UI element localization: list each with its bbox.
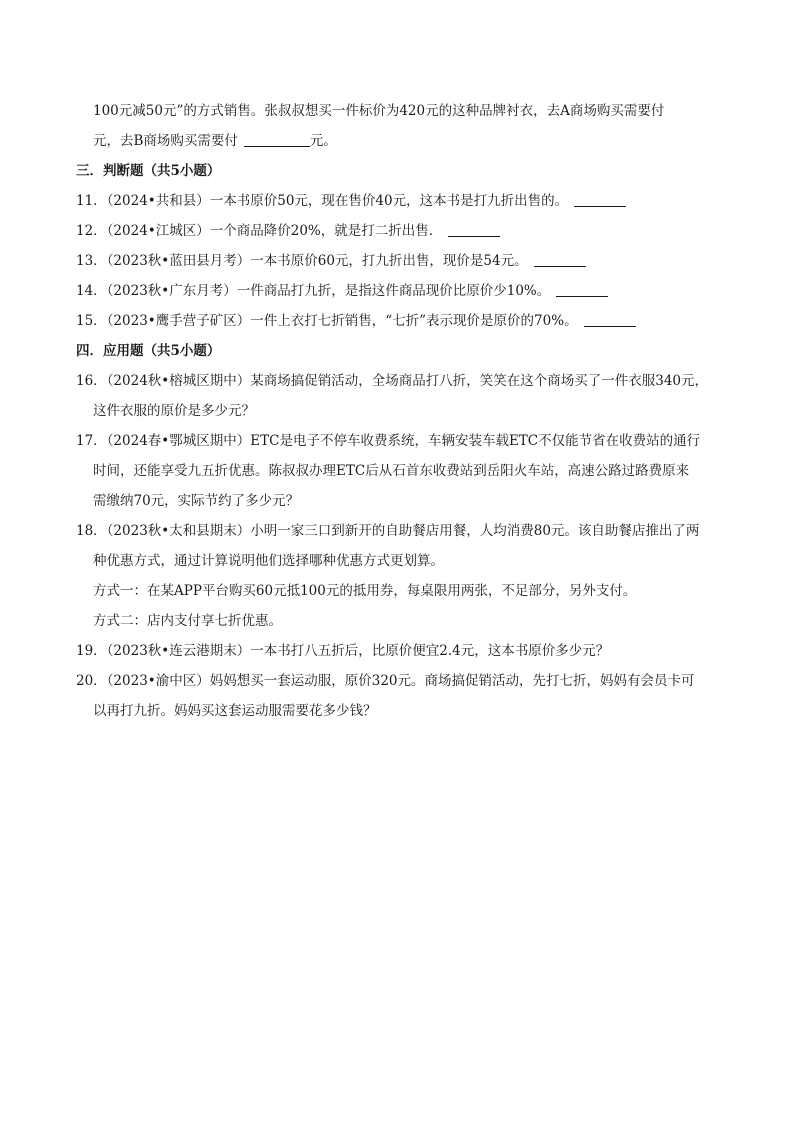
question-text: （2023•鹰手营子矿区）一件上衣打七折销售，“七折”表示现价是原价的70%。 (106, 313, 578, 329)
answer-blank[interactable] (244, 145, 310, 147)
question-text: （2024春•鄂城区期中）ETC是电子不停车收费系统，车辆安装车载ETC不仅能节省在收费站的通行 (106, 433, 701, 449)
question-number: 20． (76, 673, 107, 689)
question-17-cont-1: 时间，还能享受九五折优惠。陈叔叔办理ETC后从石首东收费站到岳阳火车站，高速公路过路费原来 (93, 463, 690, 479)
question-text: （2023秋•广东月考）一件商品打九折，是指这件商品现价比原价少10%。 (106, 283, 551, 299)
section-4-title: 四．应用题（共5小题） (76, 343, 221, 359)
answer-blank[interactable] (448, 235, 500, 237)
question-12 (76, 216, 736, 246)
question-text: （2024秋•榕城区期中）某商场搞促销活动，全场商品打八折，笑笑在这个商场买了一件衣服340元， (106, 373, 709, 389)
answer-blank[interactable] (584, 325, 636, 327)
question-text: （2023秋•太和县期末）小明一家三口到新开的自助餐店用餐，人均消费80元。该自助餐店推出了两 (106, 523, 700, 539)
question-18-option-2: 方式二：店内支付享七折优惠。 (93, 613, 282, 629)
intro-text-2-start: 元，去B商场购买需要付 (93, 133, 238, 149)
answer-blank[interactable] (574, 205, 626, 207)
answer-blank[interactable] (556, 295, 608, 297)
question-text: （2024•共和县）一本书原价50元，现在售价40元，这本书是打九折出售的。 (106, 193, 569, 209)
question-18-cont-1: 种优惠方式，通过计算说明他们选择哪种优惠方式更划算。 (93, 553, 444, 569)
section-3-title: 三．判断题（共5小题） (76, 163, 221, 179)
question-20 (76, 666, 736, 696)
question-20-cont: 以再打九折。妈妈买这套运动服需要花多少钱？ (93, 703, 377, 719)
question-text: （2024•江城区）一个商品降价20%，就是打二折出售． (106, 223, 443, 239)
question-17 (76, 426, 736, 456)
question-text: （2023秋•蓝田县月考）一本书原价60元，打九折出售，现价是54元。 (106, 253, 528, 269)
question-16-cont: 这件衣服的原价是多少元？ (93, 403, 255, 419)
question-number: 18． (76, 523, 107, 539)
question-13 (76, 246, 736, 276)
question-number: 19． (76, 643, 107, 659)
question-number: 12． (76, 223, 107, 239)
question-number: 15． (76, 313, 107, 329)
intro-line-1 (76, 96, 736, 126)
intro-text-1: 100元减50元”的方式销售。张叔叔想买一件标价为420元的这种品牌衬衣，去A商场购买需要付 (93, 103, 665, 119)
question-15 (76, 306, 736, 336)
question-16 (76, 366, 736, 396)
question-number: 17． (76, 433, 107, 449)
answer-blank[interactable] (534, 265, 586, 267)
question-18 (76, 516, 736, 546)
question-number: 16． (76, 373, 107, 389)
intro-text-2-end: 元。 (309, 133, 337, 149)
question-text: （2023•渝中区）妈妈想买一套运动服，原价320元。商场搞促销活动，先打七折，妈妈有会员卡可 (106, 673, 695, 689)
question-18-option-1: 方式一：在某APP平台购买60元抵100元的抵用券，每桌限用两张，不足部分，另外支付。 (93, 583, 637, 599)
document-content (76, 96, 736, 726)
question-17-cont-2: 需缴纳70元，实际节约了多少元？ (93, 493, 300, 509)
question-19 (76, 636, 736, 666)
question-number: 14． (76, 283, 107, 299)
question-14 (76, 276, 736, 306)
question-11 (76, 186, 736, 216)
question-number: 11． (76, 193, 107, 209)
question-text: （2023秋•连云港期末）一本书打八五折后，比原价便宜2.4元，这本书原价多少元？ (106, 643, 610, 659)
question-number: 13． (76, 253, 107, 269)
intro-line-2 (76, 126, 736, 156)
